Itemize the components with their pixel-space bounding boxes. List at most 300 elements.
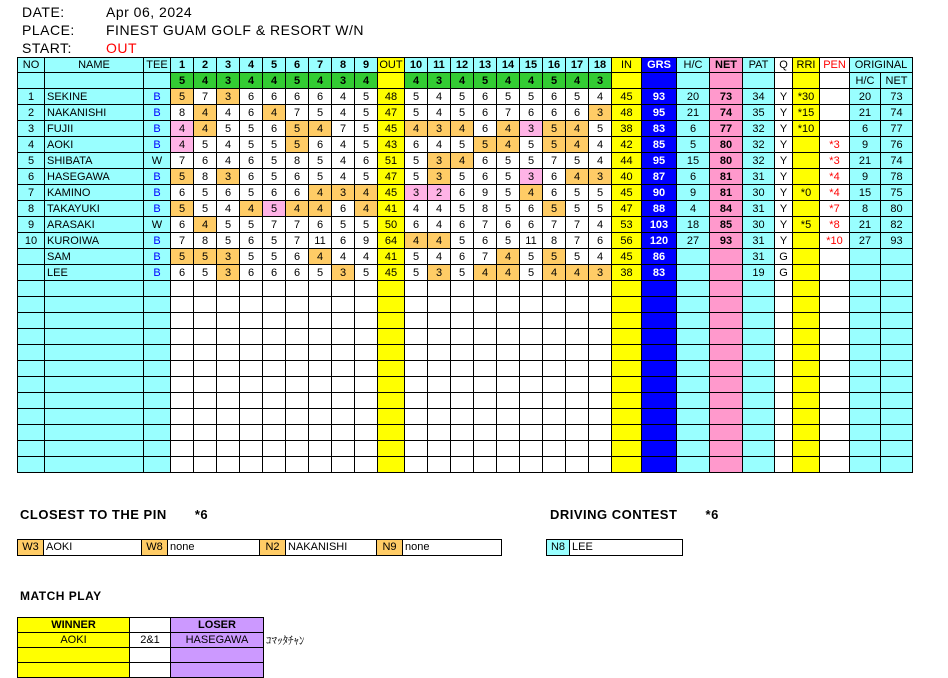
score-cell: 6 [309, 89, 332, 105]
par-in-11: 3 [428, 73, 451, 89]
score-cell: 3 [589, 169, 612, 185]
player-name: LEE [45, 265, 144, 281]
score-cell: 5 [263, 201, 286, 217]
score-cell: 4 [194, 105, 217, 121]
score-cell: 5 [194, 249, 217, 265]
score-cell: 4 [497, 249, 520, 265]
closest-to-pin-label: CLOSEST TO THE PIN [20, 507, 167, 522]
score-cell: 8 [171, 105, 194, 121]
col-hc: H/C [677, 58, 710, 73]
putts: 31 [743, 169, 775, 185]
score-cell: 8 [194, 169, 217, 185]
player-tee: W [144, 153, 171, 169]
score-cell: 5 [543, 201, 566, 217]
score-cell: 5 [309, 153, 332, 169]
score-cell: 4 [309, 249, 332, 265]
penalty: *7 [820, 201, 850, 217]
score-cell: 5 [194, 265, 217, 281]
score-cell: 4 [589, 217, 612, 233]
score-cell: 6 [217, 185, 240, 201]
player-name: NAKANISHI [45, 105, 144, 121]
original-net [881, 265, 913, 281]
gross-score: 93 [642, 89, 677, 105]
score-cell: 4 [451, 121, 474, 137]
col-hole-10: 10 [405, 58, 428, 73]
score-cell: 4 [497, 265, 520, 281]
score-cell: 4 [566, 121, 589, 137]
score-cell: 5 [240, 185, 263, 201]
score-cell: 5 [497, 185, 520, 201]
score-cell: 5 [171, 169, 194, 185]
original-hc [850, 265, 881, 281]
score-cell: 4 [497, 121, 520, 137]
score-cell: 3 [428, 153, 451, 169]
col-hole-18: 18 [589, 58, 612, 73]
col-hole-13: 13 [474, 58, 497, 73]
score-cell: 6 [474, 89, 497, 105]
player-tee: B [144, 169, 171, 185]
score-cell: 6 [240, 105, 263, 121]
ctp-winner-3: NAKANISHI [288, 541, 348, 553]
score-cell: 4 [428, 201, 451, 217]
score-cell: 5 [355, 137, 378, 153]
score-cell: 4 [217, 137, 240, 153]
closest-to-pin-row [17, 539, 502, 556]
player-row [18, 153, 913, 169]
original-net: 78 [881, 169, 913, 185]
player-no: 7 [18, 185, 45, 201]
score-cell: 6 [474, 153, 497, 169]
score-cell: 6 [451, 249, 474, 265]
score-cell: 7 [543, 217, 566, 233]
ctp-winner-2: none [170, 541, 195, 553]
ctp-winner-1: AOKI [46, 541, 73, 553]
col-name: NAME [45, 58, 144, 73]
score-cell: 4 [428, 249, 451, 265]
rri: *0 [793, 185, 820, 201]
gross-score: 88 [642, 201, 677, 217]
score-cell: 5 [405, 249, 428, 265]
score-cell: 4 [474, 265, 497, 281]
out-total: 45 [378, 185, 405, 201]
driving-contest-count: *6 [705, 507, 719, 522]
score-cell: 4 [566, 137, 589, 153]
penalty [820, 249, 850, 265]
score-cell: 5 [520, 137, 543, 153]
player-tee: B [144, 121, 171, 137]
score-cell: 4 [309, 185, 332, 201]
putts: 32 [743, 137, 775, 153]
score-cell: 5 [543, 249, 566, 265]
player-row [18, 89, 913, 105]
handicap [677, 249, 710, 265]
score-cell: 5 [451, 233, 474, 249]
q-flag: Y [775, 121, 793, 137]
gross-score: 95 [642, 153, 677, 169]
player-no: 5 [18, 153, 45, 169]
score-cell: 4 [428, 217, 451, 233]
score-cell: 7 [332, 121, 355, 137]
match-note: ｺﾏｯﾀﾁｬﾝ [266, 635, 305, 647]
rri [793, 249, 820, 265]
score-cell: 6 [263, 121, 286, 137]
score-cell: 6 [286, 89, 309, 105]
col-hole-4: 4 [240, 58, 263, 73]
net-score: 93 [710, 233, 743, 249]
score-cell: 5 [543, 121, 566, 137]
putts: 19 [743, 265, 775, 281]
player-no: 8 [18, 201, 45, 217]
col-hole-14: 14 [497, 58, 520, 73]
winner-header: WINNER [18, 618, 130, 633]
score-cell: 7 [474, 217, 497, 233]
score-cell: 6 [497, 217, 520, 233]
score-cell: 5 [240, 121, 263, 137]
out-total: 41 [378, 201, 405, 217]
score-cell: 5 [405, 169, 428, 185]
score-cell: 4 [405, 233, 428, 249]
out-total: 45 [378, 121, 405, 137]
match-loser: HASEGAWA [171, 633, 264, 648]
q-flag: Y [775, 137, 793, 153]
score-cell: 4 [217, 153, 240, 169]
score-cell: 3 [589, 265, 612, 281]
out-total: 43 [378, 137, 405, 153]
driving-contest-title [550, 507, 719, 522]
score-cell: 3 [217, 265, 240, 281]
ctp-hole-2: W8 [141, 540, 168, 555]
score-cell: 4 [309, 201, 332, 217]
score-cell: 6 [451, 217, 474, 233]
date-label: DATE: [22, 4, 65, 20]
score-cell: 4 [355, 185, 378, 201]
handicap: 4 [677, 201, 710, 217]
handicap: 6 [677, 169, 710, 185]
player-row [18, 233, 913, 249]
score-cell: 6 [543, 105, 566, 121]
penalty: *8 [820, 217, 850, 233]
score-cell: 4 [217, 105, 240, 121]
handicap: 27 [677, 233, 710, 249]
score-cell: 6 [566, 105, 589, 121]
score-cell: 3 [332, 265, 355, 281]
score-cell: 4 [240, 201, 263, 217]
score-cell: 5 [520, 89, 543, 105]
player-tee: B [144, 89, 171, 105]
score-cell: 5 [355, 121, 378, 137]
rri: *30 [793, 89, 820, 105]
player-no: 3 [18, 121, 45, 137]
score-cell: 4 [405, 121, 428, 137]
original-hc: 21 [850, 217, 881, 233]
player-no: 1 [18, 89, 45, 105]
score-cell: 11 [520, 233, 543, 249]
q-flag: G [775, 249, 793, 265]
score-cell: 6 [405, 217, 428, 233]
score-cell: 6 [589, 233, 612, 249]
score-cell: 5 [497, 89, 520, 105]
score-cell: 7 [286, 105, 309, 121]
handicap [677, 265, 710, 281]
score-cell: 6 [171, 217, 194, 233]
handicap: 15 [677, 153, 710, 169]
score-cell: 6 [240, 233, 263, 249]
par-out-8: 3 [332, 73, 355, 89]
rri [793, 137, 820, 153]
player-tee: B [144, 105, 171, 121]
score-cell: 5 [497, 169, 520, 185]
original-net: 93 [881, 233, 913, 249]
score-cell: 5 [263, 137, 286, 153]
gross-score: 95 [642, 105, 677, 121]
score-cell: 3 [520, 169, 543, 185]
score-cell: 4 [520, 185, 543, 201]
player-row [18, 137, 913, 153]
score-cell: 5 [309, 105, 332, 121]
original-hc: 15 [850, 185, 881, 201]
score-cell: 5 [171, 89, 194, 105]
penalty [820, 89, 850, 105]
closest-to-pin-count: *6 [194, 507, 209, 522]
score-cell: 6 [451, 185, 474, 201]
original-hc: 20 [850, 89, 881, 105]
original-net: 82 [881, 217, 913, 233]
player-row [18, 425, 913, 441]
par-out-4: 4 [240, 73, 263, 89]
score-cell: 9 [474, 185, 497, 201]
net-score: 73 [710, 89, 743, 105]
place-row [22, 22, 522, 40]
score-cell: 6 [240, 169, 263, 185]
score-cell: 4 [543, 265, 566, 281]
original-net [881, 249, 913, 265]
score-cell: 5 [263, 153, 286, 169]
score-cell: 5 [405, 89, 428, 105]
net-score: 74 [710, 105, 743, 121]
score-cell: 5 [332, 217, 355, 233]
player-name: SAM [45, 249, 144, 265]
player-name: FUJII [45, 121, 144, 137]
score-cell: 5 [497, 201, 520, 217]
col-in: IN [612, 58, 642, 73]
score-cell: 5 [286, 121, 309, 137]
par-out-1: 5 [171, 73, 194, 89]
original-hc: 27 [850, 233, 881, 249]
putts: 32 [743, 121, 775, 137]
col-rri: RRI [793, 58, 820, 73]
original-hc: 21 [850, 105, 881, 121]
score-cell: 5 [171, 249, 194, 265]
penalty: *10 [820, 233, 850, 249]
col-tee: TEE [144, 58, 171, 73]
score-cell: 4 [332, 169, 355, 185]
score-cell: 6 [194, 153, 217, 169]
score-cell: 4 [497, 137, 520, 153]
player-tee: B [144, 137, 171, 153]
out-total: 50 [378, 217, 405, 233]
par-in-16: 5 [543, 73, 566, 89]
col-out: OUT [379, 59, 403, 71]
par-in-12: 4 [451, 73, 474, 89]
par-in-15: 4 [520, 73, 543, 89]
score-cell: 5 [309, 265, 332, 281]
score-cell: 7 [566, 217, 589, 233]
match-play-table [17, 617, 264, 678]
net-score: 80 [710, 153, 743, 169]
col-hole-5: 5 [263, 58, 286, 73]
out-total: 45 [378, 265, 405, 281]
in-total: 47 [612, 201, 642, 217]
original-net: 74 [881, 153, 913, 169]
start-row [22, 40, 522, 58]
handicap: 20 [677, 89, 710, 105]
score-cell: 6 [543, 169, 566, 185]
score-cell: 5 [355, 89, 378, 105]
score-cell: 7 [497, 105, 520, 121]
score-cell: 4 [309, 121, 332, 137]
score-cell: 7 [474, 249, 497, 265]
score-cell: 4 [428, 137, 451, 153]
player-name: SHIBATA [45, 153, 144, 169]
rri: *15 [793, 105, 820, 121]
player-name: AOKI [45, 137, 144, 153]
player-no [18, 249, 45, 265]
score-cell: 5 [520, 249, 543, 265]
driving-contest-row [546, 539, 683, 556]
score-cell: 6 [405, 137, 428, 153]
score-cell: 8 [194, 233, 217, 249]
handicap: 18 [677, 217, 710, 233]
match-score: 2&1 [130, 633, 171, 648]
score-cell: 6 [286, 169, 309, 185]
score-cell: 3 [217, 169, 240, 185]
in-total: 48 [612, 105, 642, 121]
q-flag: Y [775, 217, 793, 233]
score-cell: 4 [355, 201, 378, 217]
scorecard-table [17, 57, 913, 473]
score-cell: 6 [309, 137, 332, 153]
q-flag: Y [775, 169, 793, 185]
putts: 30 [743, 217, 775, 233]
score-cell: 6 [263, 89, 286, 105]
score-cell: 4 [171, 121, 194, 137]
score-cell: 5 [405, 105, 428, 121]
driving-contest-label: DRIVING CONTEST [550, 507, 678, 522]
q-flag: Y [775, 233, 793, 249]
score-cell: 6 [286, 185, 309, 201]
date-value: Apr 06, 2024 [106, 4, 193, 20]
par-out-3: 3 [217, 73, 240, 89]
score-cell: 5 [355, 105, 378, 121]
col-original: ORIGINAL [850, 58, 913, 73]
player-no: 6 [18, 169, 45, 185]
original-net: 74 [881, 105, 913, 121]
par-out-5: 4 [263, 73, 286, 89]
col-hole-7: 7 [309, 58, 332, 73]
in-total: 45 [612, 249, 642, 265]
col-hole-16: 16 [543, 58, 566, 73]
score-cell: 5 [589, 185, 612, 201]
score-cell: 5 [263, 233, 286, 249]
score-cell: 5 [566, 201, 589, 217]
col-original-net: NET [881, 73, 913, 89]
original-hc: 8 [850, 201, 881, 217]
player-tee: B [144, 265, 171, 281]
q-flag: Y [775, 153, 793, 169]
score-cell: 6 [474, 121, 497, 137]
player-row [18, 169, 913, 185]
score-cell: 4 [566, 169, 589, 185]
in-total: 56 [612, 233, 642, 249]
score-cell: 5 [217, 217, 240, 233]
player-row [18, 361, 913, 377]
col-no: NO [18, 58, 45, 73]
score-cell: 8 [474, 201, 497, 217]
rri [793, 265, 820, 281]
player-row [18, 121, 913, 137]
player-name: HASEGAWA [45, 169, 144, 185]
score-cell: 4 [332, 89, 355, 105]
score-cell: 5 [474, 137, 497, 153]
score-cell: 4 [332, 137, 355, 153]
player-row [18, 265, 913, 281]
penalty [820, 265, 850, 281]
penalty: *4 [820, 185, 850, 201]
score-cell: 6 [263, 185, 286, 201]
q-flag: Y [775, 185, 793, 201]
penalty: *3 [820, 153, 850, 169]
player-row [18, 217, 913, 233]
score-cell: 5 [520, 153, 543, 169]
score-cell: 7 [286, 233, 309, 249]
col-hole-1: 1 [171, 58, 194, 73]
score-cell: 6 [240, 153, 263, 169]
score-cell: 6 [240, 89, 263, 105]
score-cell: 8 [543, 233, 566, 249]
player-row [18, 329, 913, 345]
score-cell: 5 [520, 265, 543, 281]
score-cell: 5 [451, 89, 474, 105]
q-flag: Y [775, 201, 793, 217]
player-row [18, 105, 913, 121]
col-net: NET [710, 58, 743, 73]
score-cell: 4 [332, 249, 355, 265]
player-name: ARASAKI [45, 217, 144, 233]
score-cell: 3 [217, 249, 240, 265]
score-cell: 5 [451, 265, 474, 281]
score-cell: 6 [474, 105, 497, 121]
score-cell: 6 [240, 265, 263, 281]
q-flag: G [775, 265, 793, 281]
original-hc: 9 [850, 137, 881, 153]
gross-score: 120 [642, 233, 677, 249]
handicap: 5 [677, 137, 710, 153]
ctp-hole-3: N2 [259, 540, 286, 555]
player-row [18, 441, 913, 457]
par-in-13: 5 [474, 73, 497, 89]
col-hole-12: 12 [451, 58, 474, 73]
score-cell: 4 [428, 89, 451, 105]
player-row [18, 393, 913, 409]
original-net: 73 [881, 89, 913, 105]
player-tee: B [144, 233, 171, 249]
score-cell: 5 [263, 169, 286, 185]
player-tee: B [144, 201, 171, 217]
score-cell: 9 [355, 233, 378, 249]
score-cell: 3 [428, 121, 451, 137]
score-cell: 5 [543, 137, 566, 153]
score-cell: 5 [566, 153, 589, 169]
